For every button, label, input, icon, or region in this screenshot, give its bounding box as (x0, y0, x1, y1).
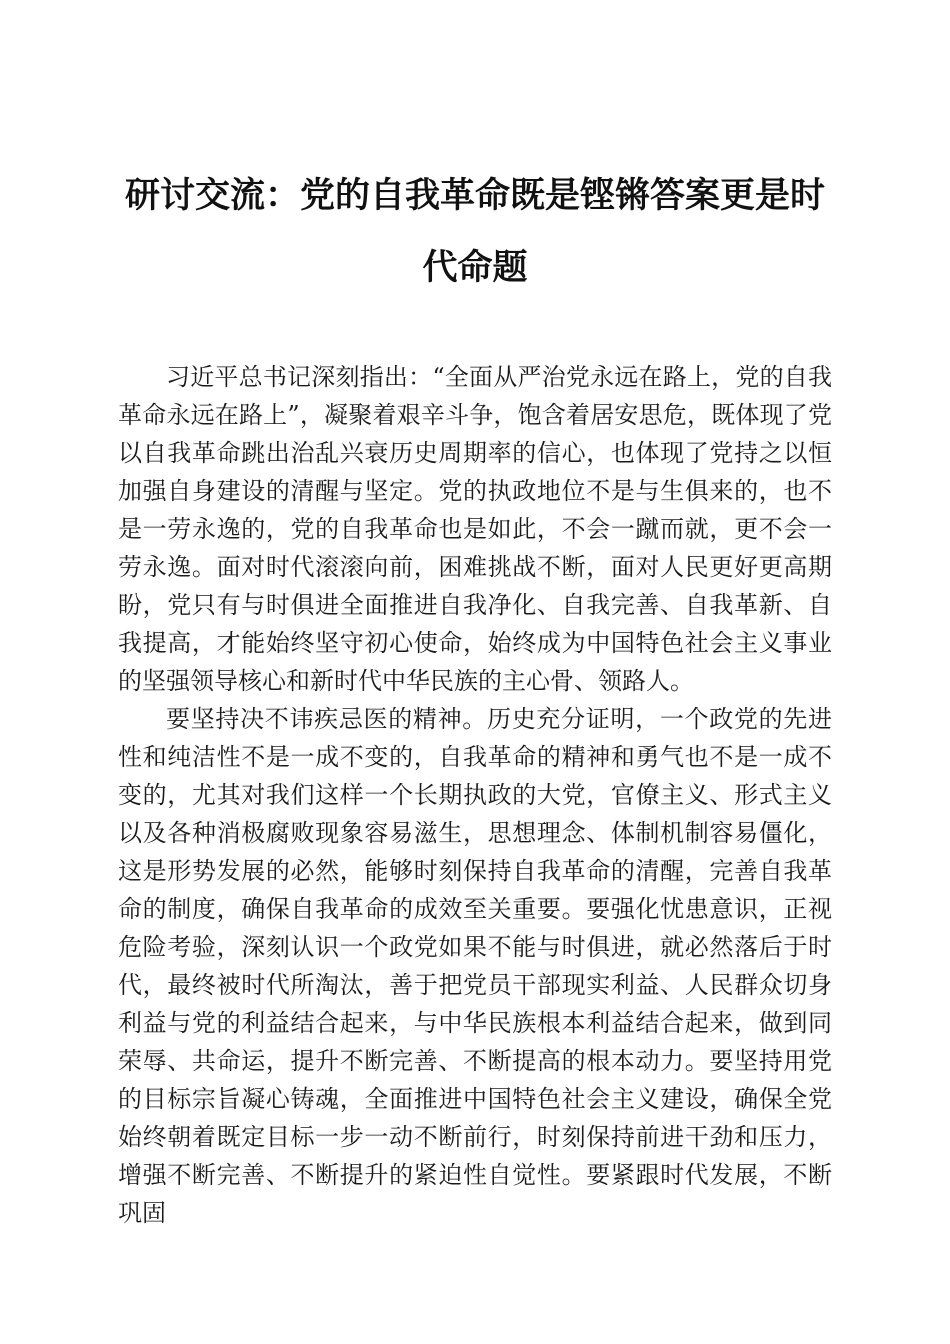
paragraph-1: 习近平总书记深刻指出：“全面从严治党永远在路上，党的自我革命永远在路上”，凝聚着艰辛斗争，饱含着居安思危，既体现了党以自我革命跳出治乱兴衰历史周期率的信心，也体现了党持之以恒加强自身建设的清醒与坚定。党的执政地位不是与生俱来的，也不是一劳永逸的，党的自我革命也是如此，不会一蹴而就，更不会一劳永逸。面对时代滚滚向前，困难挑战不断，面对人民更好更高期盼，党只有与时俱进全面推进自我净化、自我完善、自我革新、自我提高，才能始终坚守初心使命，始终成为中国特色社会主义事业的坚强领导核心和新时代中华民族的主心骨、领路人。 (118, 363, 832, 695)
paragraph-2: 要坚持决不讳疾忌医的精神。历史充分证明，一个政党的先进性和纯洁性不是一成不变的，自我革命的精神和勇气也不是一成不变的，尤其对我们这样一个长期执政的大党，官僚主义、形式主义以及各种消极腐败现象容易滋生，思想理念、体制机制容易僵化，这是形势发展的必然，能够时刻保持自我革命的清醒，完善自我革命的制度，确保自我革命的成效至关重要。要强化忧患意识，正视危险考验，深刻认识一个政党如果不能与时俱进，就必然落后于时代，最终被时代所淘汰，善于把党员干部现实利益、人民群众切身利益与党的利益结合起来，与中华民族根本利益结合起来，做到同荣辱、共命运，提升不断完善、不断提高的根本动力。要坚持用党的目标宗旨凝心铸魂，全面推进中国特色社会主义建设，确保全党始终朝着既定目标一步一动不断前行，时刻保持前进干劲和压力，增强不断完善、不断提升的紧迫性自觉性。要紧跟时代发展，不断巩固 (118, 705, 832, 1227)
document-body (118, 358, 832, 1232)
document-title: 研讨交流：党的自我革命既是铿锵答案更是时代命题 (124, 175, 825, 288)
